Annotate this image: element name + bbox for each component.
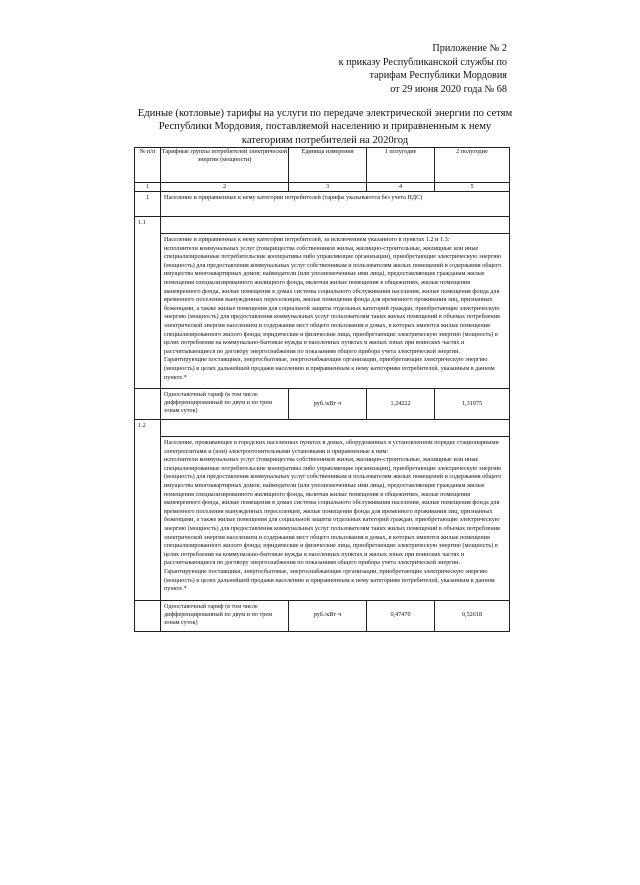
table-row [135, 420, 510, 437]
paragraph: исполнители коммунальных услуг (товарищества собственников жилья, жилищно-строительные, жилищные или иные специализированные потребительские кооперативы либо управляющие организации), приобретающие электрическую энергию (мощность) для предоставления коммунальных услуг собственникам и пользователям жилых помещений и содержания общего имущества многоквартирных домов; наймодатели (или уполномоченные ими лица), предоставляющие гражданам жилые помещения специализированного жилищного фонда, включая жилые помещения в общежитиях, жилые помещения маневренного фонда, жилые помещения в домах системы социального обслуживания населения, жилые помещения фонда для временного поселения вынужденных переселенцев, жилые помещения фонда для временного проживания лиц, признанных беженцами, а также жилые помещения для социальной защиты отдельных категорий граждан, приобретающие электрическую энергию (мощность) для предоставления коммунальных услуг пользователям таких жилых помещений в объемах потребления электрической энергии населением и содержания мест общего пользования в домах, в которых имеются жилые помещения специализированного жилого фонда; юридические и физические лица, приобретающие электрическую энергию (мощность) в целях потребления на коммунально-бытовые нужды в населенных пунктах и жилых зонах при воинских частях и рассчитывающиеся по договору энергоснабжения по показаниям общего прибора учета электрической энергии. [164, 244, 502, 355]
table-row [135, 217, 510, 234]
row-number: 1 [135, 192, 161, 217]
paragraph: Гарантирующие поставщики, энергосбытовые, энергоснабжающие организации, приобретающие электрическую энергию (мощность) в целях дальнейшей продажи населению и приравненным к нему категориям потребителей, указанным в данном пункте.* [164, 356, 495, 381]
row-number: 1.2 [135, 420, 161, 601]
category-description [161, 234, 510, 389]
header-h2: 2 полугодие [435, 148, 510, 183]
table-row [135, 234, 510, 389]
title-line: категориям потребителей на 2020год [241, 134, 409, 146]
header-h1: 1 полугодие [367, 148, 435, 183]
table-row [135, 192, 510, 217]
row-text: Население и приравненные к нему категории потребителей (тарифы указываются без учета НДС) [161, 192, 510, 217]
header-group: Тарифные группы потребителей электрической энергии (мощности) [161, 148, 289, 183]
annex-header [339, 42, 507, 96]
category-description [161, 437, 510, 601]
empty-cell [135, 389, 161, 420]
tariff-unit: руб./кВт·ч [289, 389, 367, 420]
tariff-h1-value: 0,47470 [367, 600, 435, 631]
column-number-row [135, 183, 510, 192]
annex-line: тарифам Республики Мордовия [369, 70, 507, 82]
paragraph: Население и приравненные к нему категории потребителей, за исключением указанного в пунктах 1.2 и 1.3: [164, 236, 450, 243]
tariff-h1-value: 1,24222 [367, 389, 435, 420]
paragraph: Население, проживающее в городских населенных пунктах в домах, оборудованных в установленном порядке стационарными электроплитами и (или) электроотопительными установками и приравненные к ним: [164, 439, 499, 455]
table-row [135, 437, 510, 601]
spacer-cell [161, 420, 510, 437]
tariff-row [135, 600, 510, 631]
row-number: 1.1 [135, 217, 161, 389]
empty-cell [135, 600, 161, 631]
column-number: 4 [367, 183, 435, 192]
title-line: Единые (котловые) тарифы на услуги по передаче электрической энергии по сетям [137, 108, 513, 119]
tariff-unit: руб./кВт·ч [289, 600, 367, 631]
spacer-cell [161, 217, 510, 234]
tariff-row [135, 389, 510, 420]
annex-line: Приложение № 2 [432, 43, 507, 54]
column-number: 1 [135, 183, 161, 192]
header-num: № п/п [135, 148, 161, 183]
paragraph: Гарантирующие поставщики, энергосбытовые, энергоснабжающие организации, приобретающие электрическую энергию (мощность) в целях дальнейшей продажи населению и приравненным к нему категориям потребителей, указанным в данном пункте.* [164, 568, 495, 593]
tariff-label: Одноставочный тариф (в том числе дифференцированный по двум и по трем зонам суток) [161, 389, 289, 420]
annex-line: от 29 июня 2020 года № 68 [390, 83, 507, 95]
annex-line: к приказу Республиканской службы по [338, 56, 507, 68]
column-number: 2 [161, 183, 289, 192]
title-line: Республики Мордовия, поставляемой населению и приравненным к нему [158, 121, 492, 133]
tariff-h2-value: 1,31975 [435, 389, 510, 420]
paragraph: исполнители коммунальных услуг (товарищества собственников жилья, жилищно-строительные, жилищные или иные специализированные потребительские кооперативы либо управляющие организации), приобретающие электрическую энергию (мощность) для предоставления коммунальных услуг собственникам и пользователям жилых помещений и содержания общего имущества многоквартирных домов; наймодатели (или уполномоченные ими лица), предоставляющие гражданам жилые помещения специализированного жилищного фонда, включая жилые помещения в общежитиях, жилые помещения маневренного фонда, жилые помещения в домах системы социального обслуживания населения, жилые помещения фонда для временного поселения вынужденных переселенцев, жилые помещения фонда для временного проживания лиц, признанных беженцами, а также жилые помещения для социальной защиты отдельных категорий граждан, приобретающие электрическую энергию (мощность) для предоставления коммунальных услуг пользователям таких жилых помещений в объемах потребления электрической энергии населением и содержания мест общего пользования в домах, в которых имеются жилые помещения специализированного жилого фонда; юридические и физические лица, приобретающие электрическую энергию (мощность) в целях потребления на коммунально-бытовые нужды в населенных пунктах и жилых зонах при воинских частях и рассчитывающиеся по договору энергоснабжения по показаниям общего прибора учета электрической энергии. [164, 456, 502, 567]
tariff-h2-value: 0,52618 [435, 600, 510, 631]
column-number: 3 [289, 183, 367, 192]
header-unit: Единица измерения [289, 148, 367, 183]
column-number: 5 [435, 183, 510, 192]
tariff-label: Одноставочный тариф (в том числе дифференцированный по двум и по трем зонам суток) [161, 600, 289, 631]
table-header-row [135, 148, 510, 183]
tariff-table [134, 147, 510, 632]
document-title [120, 107, 530, 147]
